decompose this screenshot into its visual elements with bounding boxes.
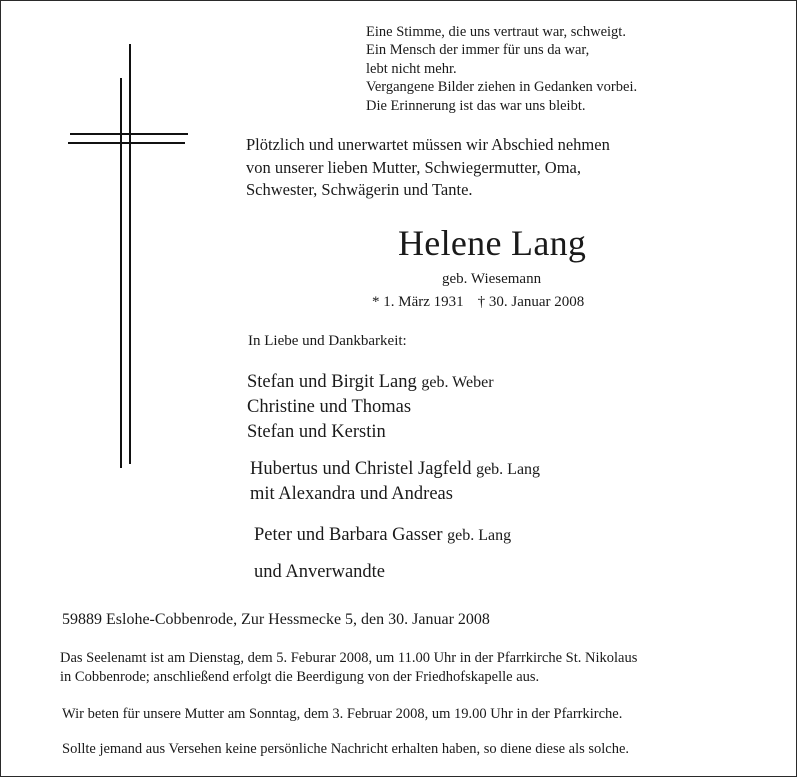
mourner-group (254, 523, 511, 548)
poem-line: Eine Stimme, die uns vertraut war, schweigt. (366, 24, 626, 40)
intro-text (246, 134, 610, 202)
life-dates (372, 294, 584, 311)
deceased-name: Helene Lang (398, 223, 587, 263)
poem-line: Ein Mensch der immer für uns da war, (366, 42, 590, 59)
service-info (60, 649, 637, 687)
mourner-birth-name: geb. Lang (476, 461, 541, 478)
mourner-group (250, 457, 540, 507)
service-line: Das Seelenamt ist am Dienstag, dem 5. Feburar 2008, um 11.00 Uhr in der Pfarrkirche St. Nikolaus (60, 650, 638, 666)
birth-name: geb. Wiesemann (442, 271, 542, 287)
intro-line: Schwester, Schwägerin und Tante. (246, 180, 473, 199)
mourner-names: Hubertus und Christel Jagfeld (250, 459, 472, 479)
death-date: † 30. Januar 2008 (477, 294, 585, 310)
poem-line: Vergangene Bilder ziehen in Gedanken vorbei. (366, 79, 638, 96)
mourner-birth-name: geb. Weber (421, 374, 494, 391)
mourner-line (247, 370, 494, 395)
mourner-line (254, 523, 511, 548)
mourner-names: Stefan und Birgit Lang (247, 372, 417, 392)
mourner-group (247, 370, 494, 445)
closing-note: Sollte jemand aus Versehen keine persönliche Nachricht erhalten haben, so diene diese als solche. (62, 741, 630, 757)
intro-line: Plötzlich und unerwartet müssen wir Abschied nehmen (246, 135, 610, 154)
mourner-line: Stefan und Kerstin (247, 422, 386, 442)
poem (366, 23, 637, 115)
prayer-info: Wir beten für unsere Mutter am Sonntag, dem 3. Februar 2008, um 19.00 Uhr in der Pfarrkirche. (62, 706, 623, 722)
thanks-heading: In Liebe und Dankbarkeit: (248, 333, 407, 349)
location-date: 59889 Eslohe-Cobbenrode, Zur Hessmecke 5, den 30. Januar 2008 (62, 611, 490, 628)
mourner-names: Peter und Barbara Gasser (254, 525, 443, 545)
service-line: in Cobbenrode; anschließend erfolgt die Beerdigung von der Friedhofskapelle aus. (60, 669, 540, 685)
mourner-line (250, 457, 540, 482)
poem-line: Die Erinnerung ist das war uns bleibt. (366, 97, 586, 114)
relatives-line: und Anverwandte (254, 562, 386, 582)
mourner-line: Christine und Thomas (247, 397, 412, 417)
birth-date: * 1. März 1931 (372, 294, 464, 310)
poem-line: lebt nicht mehr. (366, 60, 457, 77)
intro-line: von unserer lieben Mutter, Schwiegermutter, Oma, (246, 157, 581, 177)
mourner-line: mit Alexandra und Andreas (250, 484, 453, 504)
mourner-birth-name: geb. Lang (447, 527, 512, 544)
